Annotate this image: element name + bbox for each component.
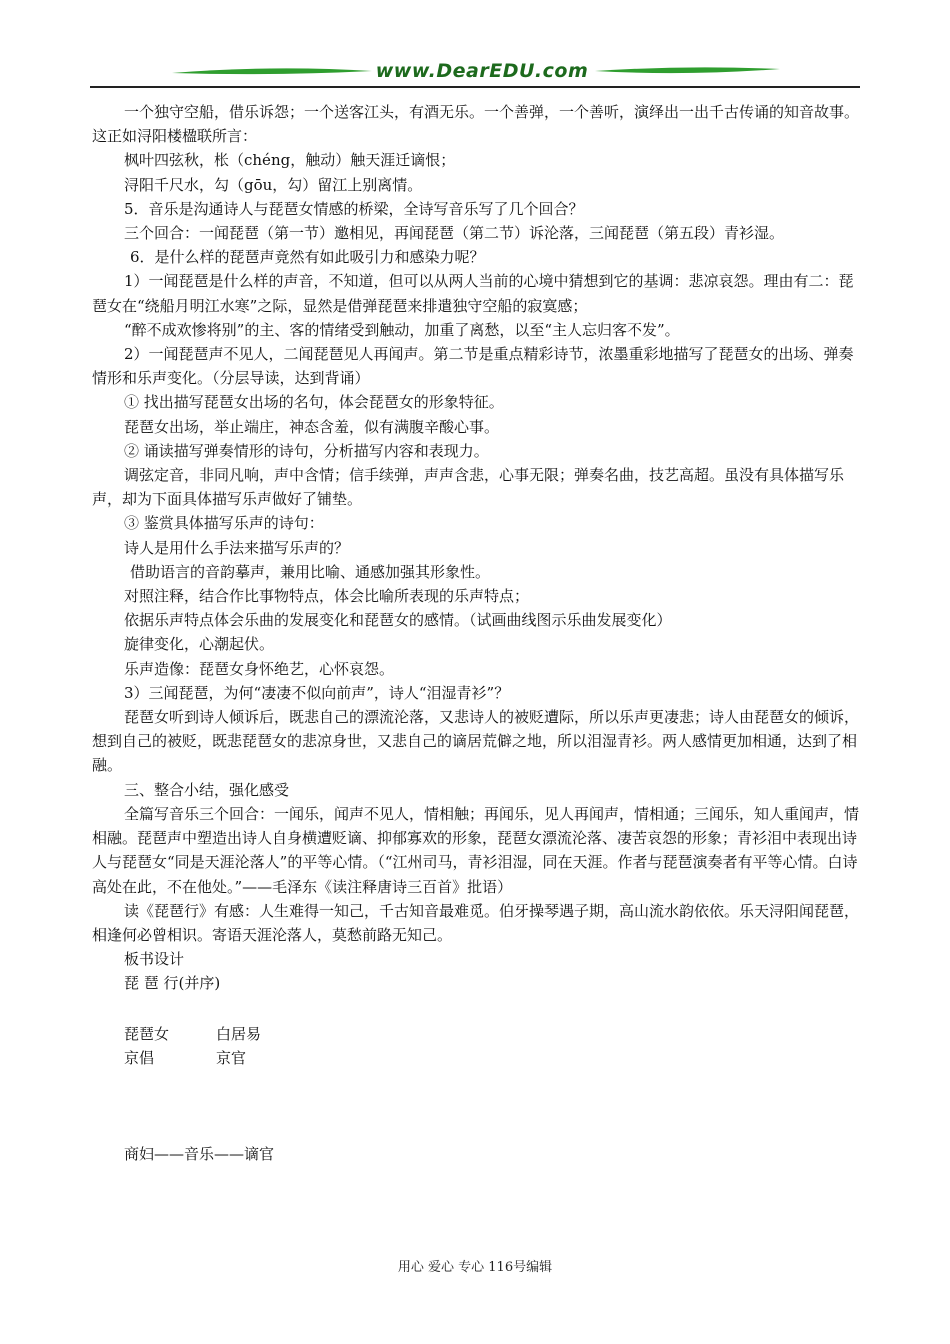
task-1-answer: 琵琶女出场，举止端庄，神态含羞，似有满腹辛酸心事。 [124, 417, 500, 436]
reading-reflection: 读《琵琶行》有感：人生难得一知己，千古知音最难觅。伯牙操琴遇子期，高山流水韵依依。乐天浔阳闻琵琶，相逢何必曾相识。寄语天涯沦落人，莫愁前路无知己。 [92, 901, 860, 944]
board-capital-official: 京官 [216, 1048, 247, 1067]
board-capital-singer: 京倡 [124, 1048, 155, 1067]
board-row-2 [92, 1046, 862, 1070]
task-3-step-1: 对照注释，结合作比事物特点，体会比喻所表现的乐声特点； [124, 587, 530, 606]
board-design-heading: 板书设计 [124, 950, 185, 969]
paragraph-zhiyin-story: 一个独守空船，借乐诉怨；一个送客江头，有酒无乐。一个善弹，一个善听，演绎出一出千古传诵的知音故事。这正如浔阳楼楹联所言： [92, 103, 860, 146]
board-row-1 [92, 1022, 862, 1046]
task-2-answer: 调弦定音，非同凡响，声中含情；信手续弹，声声含悲，心事无限；弹奏名曲，技艺高超。虽没有具体描写乐声，却为下面具体描写乐声做好了铺垫。 [92, 466, 845, 509]
point-3-answer: 琵琶女听到诗人倾诉后，既悲自己的漂流沦落，又悲诗人的被贬遭际，所以乐声更凄悲；诗人由琵琶女的倾诉，想到自己的被贬，既悲琵琶女的悲凉身世，又悲自己的谪居荒僻之地，所以泪湿青衫。两人感情更加相通，达到了相融。 [92, 708, 860, 775]
question-5: 5．音乐是沟通诗人与琵琶女情感的桥梁，全诗写音乐写了几个回合？ [124, 199, 584, 218]
board-pipa-woman: 琵琶女 [124, 1024, 170, 1043]
task-3-question: 诗人是用什么手法来描写乐声的？ [124, 538, 350, 557]
site-logo: www.DearEDU.com [375, 60, 589, 82]
document-body [92, 100, 862, 1166]
header-rule [90, 86, 860, 88]
task-3-answer: 借助语言的音韵摹声，兼用比喻、通感加强其形象性。 [130, 562, 491, 581]
board-summary: 商妇——音乐——谪官 [124, 1144, 275, 1163]
point-1-first-listening: 1）一闻琵琶是什么样的声音，不知道，但可以从两人当前的心境中猜想到它的基调：悲凉哀怨。理由有二：琵琶女在“绕船月明江水寒”之际，显然是借弹琵琶来排遣独守空船的寂寞感； [92, 272, 854, 315]
task-1: ① 找出描写琵琶女出场的名句，体会琵琶女的形象特征。 [124, 393, 504, 412]
left-swoosh-decoration [172, 66, 372, 76]
task-3-step-2: 依据乐声特点体会乐曲的发展变化和琵琶女的感情。（试画曲线图示乐曲发展变化） [124, 611, 672, 630]
task-3-summary-1: 旋律变化，心潮起伏。 [124, 635, 275, 654]
right-swoosh-decoration [595, 66, 780, 76]
task-2: ② 诵读描写弹奏情形的诗句，分析描写内容和表现力。 [124, 441, 489, 460]
section-3-summary: 全篇写音乐三个回合：一闻乐，闻声不见人，情相触；再闻乐，见人再闻声，情相通；三闻乐，知人重闻声，情相融。琵琶声中塑造出诗人自身横遭贬谪、抑郁寡欢的形象，琵琶女漂流沦落、凄苦哀怨的形象；青衫泪中表现出诗人与琵琶女“同是天涯沦落人”的平等心情。（“江州司马，青衫泪湿，同在天涯。作者与琵琶演奏者有平等心情。白诗高处在此，不在他处。”——毛泽东《读注释唐诗三百首》批语） [92, 804, 860, 896]
answer-5: 三个回合：一闻琵琶（第一节）邀相见，再闻琵琶（第二节）诉沦落，三闻琵琶（第五段）青衫湿。 [124, 224, 785, 243]
task-3-summary-2: 乐声造像：琵琶女身怀绝艺，心怀哀怨。 [124, 659, 395, 678]
point-2-second-listening: 2）一闻琵琶声不见人，二闻琵琶见人再闻声。第二节是重点精彩诗节，浓墨重彩地描写了琵琶女的出场、弹奏情形和乐声变化。（分层导读，达到背诵） [92, 345, 854, 388]
board-title: 琵 琶 行(并序) [124, 974, 221, 993]
page-footer: 用心 爱心 专心 116号编辑 [397, 1260, 553, 1275]
board-bai-juyi: 白居易 [216, 1024, 262, 1043]
page-header [90, 58, 860, 88]
section-3-heading: 三、整合小结，强化感受 [124, 780, 290, 799]
couplet-line-2: 浔阳千尺水，勾（gōu，勾）留江上别离情。 [124, 175, 423, 194]
question-6: 6．是什么样的琵琶声竟然有如此吸引力和感染力呢？ [130, 248, 485, 267]
couplet-line-1: 枫叶四弦秋，枨（chéng，触动）触天涯迁谪恨； [124, 151, 456, 170]
point-3-third-listening: 3）三闻琵琶，为何“凄凄不似向前声”，诗人“泪湿青衫”？ [124, 683, 510, 702]
point-1-continued: “醉不成欢惨将别”的主、客的情绪受到触动，加重了离愁，以至“主人忘归客不发”。 [124, 320, 680, 339]
task-3: ③ 鉴赏具体描写乐声的诗句： [124, 514, 324, 533]
